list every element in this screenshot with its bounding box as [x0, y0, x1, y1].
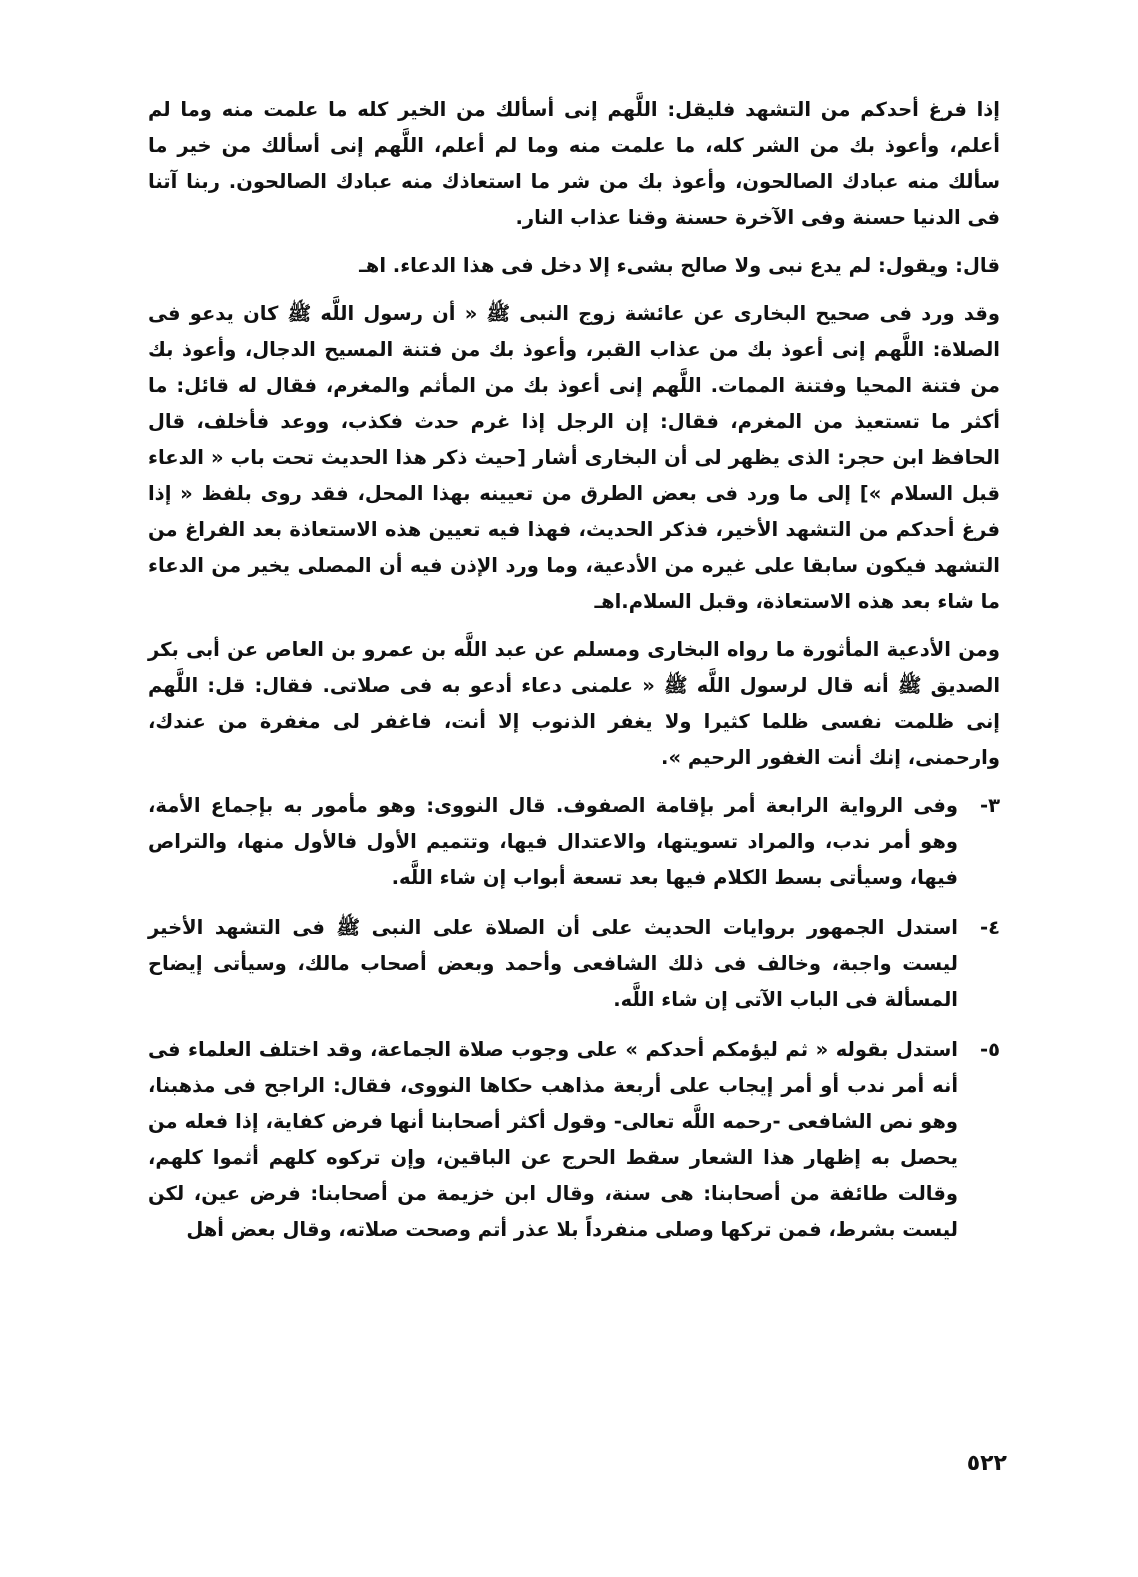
paragraph-bukhari-aisha: وقد ورد فى صحيح البخارى عن عائشة زوج النبى ﷺ « أن رسول اللَّه ﷺ كان يدعو فى الصلاة: اللَّهم إنى أعوذ بك من عذاب القبر، وأعوذ بك من فتنة المسيح الدجال، وأعوذ بك من فتنة المحيا وفتنة الممات. اللَّهم إنى أعوذ بك من المأثم والمغرم، فقال له قائل: ما أكثر ما تستعيذ من المغرم، فقال: إن الرجل إذا غرم حدث فكذب، ووعد فأخلف، قال الحافظ ابن حجر: الذى يظهر لى أن البخارى أشار [حيث ذكر هذا الحديث تحت باب « الدعاء قبل السلام »] إلى ما ورد فى بعض الطرق من تعيينه بهذا المحل، فقد روى بلفظ « إذا فرغ أحدكم من التشهد الأخير، فذكر الحديث، فهذا فيه تعيين هذه الاستعاذة بعد الفراغ من التشهد فيكون سابقا على غيره من الأدعية، وما ورد الإذن فيه أن المصلى يخير من الدعاء ما شاء بعد هذه الاستعاذة، وقبل السلام.اهـ — [148, 302, 1000, 613]
numbered-item-4 — [148, 910, 1000, 1018]
page-number: ٥٢٢ — [966, 1451, 1007, 1476]
item-text: استدل بقوله « ثم ليؤمكم أحدكم » على وجوب صلاة الجماعة، وقد اختلف العلماء فى أنه أمر ندب أو أمر إيجاب على أربعة مذاهب حكاها النووى، فقال: الراجح فى مذهبنا، وهو نص الشافعى -رحمه اللَّه تعالى- وقول أكثر أصحابنا أنها فرض كفاية، إذا فعله من يحصل به إظهار هذا الشعار سقط الحرج عن الباقين، وإن تركوه كلهم أثموا كلهم، وقالت طائفة من أصحابنا: هى سنة، وقال ابن خزيمة من أصحابنا: فرض عين، لكن ليست بشرط، فمن تركها وصلى منفرداً بلا عذر أتم وصحت صلاته، وقال بعض أهل — [148, 1038, 958, 1241]
numbered-item-3 — [148, 788, 1000, 896]
item-text: استدل الجمهور بروايات الحديث على أن الصلاة على النبى ﷺ فى التشهد الأخير ليست واجبة، وخالف فى ذلك الشافعى وأحمد وبعض أصحاب مالك، وسيأتى إيضاح المسألة فى الباب الآتى إن شاء اللَّه. — [148, 916, 958, 1011]
numbered-item-5 — [148, 1032, 1000, 1248]
paragraph-qala: قال: ويقول: لم يدع نبى ولا صالح بشىء إلا دخل فى هذا الدعاء. اهـ — [359, 254, 1000, 277]
item-number: ٤- — [980, 916, 1000, 939]
paragraph-dua-continuation: إذا فرغ أحدكم من التشهد فليقل: اللَّهم إنى أسألك من الخير كله ما علمت منه وما لم أعلم، وأعوذ بك من الشر كله، ما علمت منه وما لم أعلم، اللَّهم إنى أسألك من خير ما سألك منه عبادك الصالحون، وأعوذ بك من شر ما استعاذك منه عبادك الصالحون. ربنا آتنا فى الدنيا حسنة وفى الآخرة حسنة وقنا عذاب النار. — [148, 98, 1000, 229]
item-text: وفى الرواية الرابعة أمر بإقامة الصفوف. قال النووى: وهو مأمور به بإجماع الأمة، وهو أمر ندب، والمراد تسويتها، والاعتدال فيها، وتتميم الأول فالأول منها، والتراص فيها، وسيأتى بسط الكلام فيها بعد تسعة أبواب إن شاء اللَّه. — [148, 794, 958, 889]
document-page — [148, 92, 1000, 1262]
paragraph-adiya-mathura: ومن الأدعية المأثورة ما رواه البخارى ومسلم عن عبد اللَّه بن عمرو بن العاص عن أبى بكر الصديق ﷺ أنه قال لرسول اللَّه ﷺ « علمنى دعاء أدعو به فى صلاتى. فقال: قل: اللَّهم إنى ظلمت نفسى ظلما كثيرا ولا يغفر الذنوب إلا أنت، فاغفر لى مغفرة من عندك، وارحمنى، إنك أنت الغفور الرحيم ». — [148, 638, 1000, 769]
item-number: ٣- — [980, 794, 1000, 817]
item-number: ٥- — [980, 1038, 1000, 1061]
